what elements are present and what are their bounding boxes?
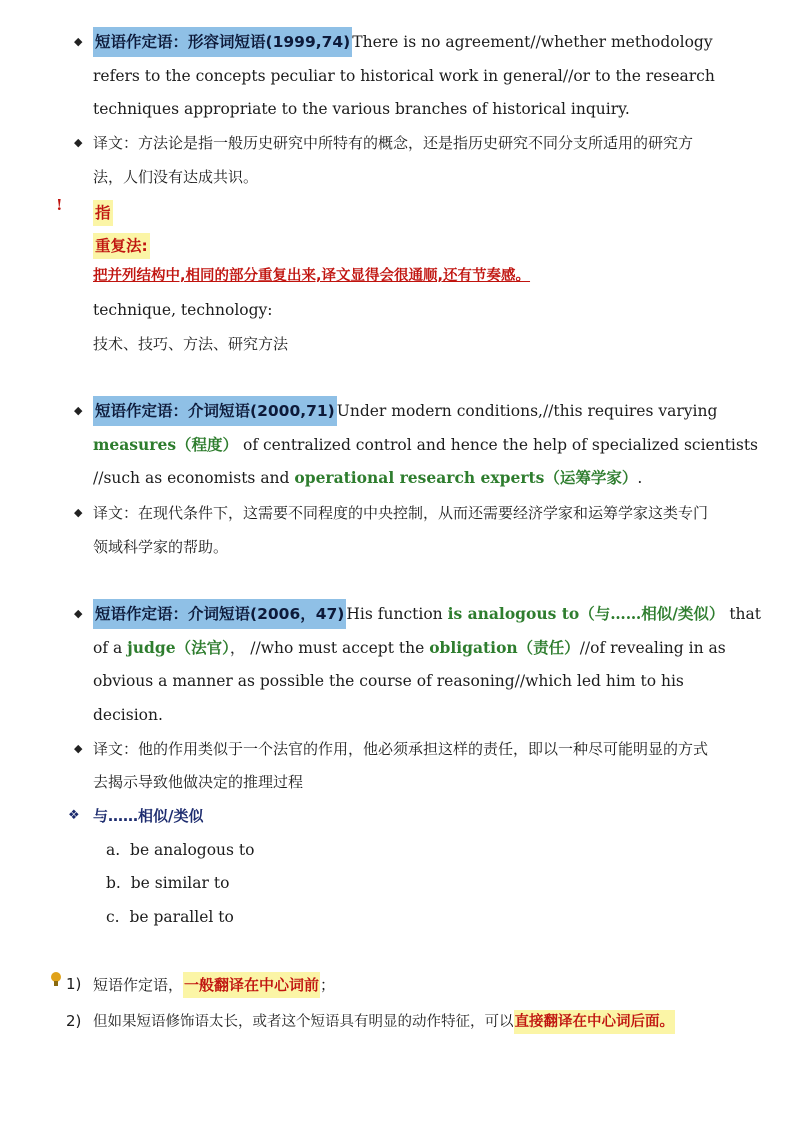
block3-translation-1: 译文：他的作用类似于一个法官的作用，他必须承担这样的责任，即以一种尽可能明显的方式 [93, 740, 709, 758]
block2-tag: 短语作定语：介词短语(2000,71) [93, 396, 337, 426]
rule1-number: 1) [66, 975, 82, 993]
block2-en3b: . [637, 469, 643, 487]
rule2-number: 2) [66, 1012, 82, 1030]
block2-line1 [93, 401, 717, 421]
bullet-icon: ◆ [74, 506, 83, 519]
item-label: c. [106, 908, 120, 926]
block2-en3a: //such as economists and [93, 469, 295, 487]
rule2-highlight: 直接翻译在中心词后面。 [514, 1010, 676, 1034]
term-obligation: obligation（责任） [429, 638, 580, 657]
block1-line2: refers to the concepts peculiar to historical work in general//or to the research [93, 67, 715, 85]
block3-translation-2: 去揭示导致他做决定的推理过程 [93, 773, 304, 791]
block3-en1a: His function [346, 605, 448, 623]
similar-item-c [106, 907, 234, 927]
bullet-icon: ◆ [74, 136, 83, 149]
block3-en2a: of a [93, 639, 128, 657]
block3-en2b: ， //who must accept the [229, 639, 430, 657]
block2-line2 [93, 435, 758, 455]
note-zhi: 指 [93, 200, 113, 226]
block3-line1 [93, 604, 761, 624]
block2-en: Under modern conditions,//this requires varying [336, 402, 718, 420]
similar-title: 与……相似/类似 [93, 807, 204, 825]
block3-en2c: //of revealing in as [579, 639, 726, 657]
term-experts: operational research experts（运筹学家） [294, 468, 638, 487]
block3-line4: decision. [93, 706, 163, 724]
exclamation-icon: ! [56, 196, 63, 214]
item-text: be similar to [130, 874, 230, 892]
block1-translation-1: 译文：方法论是指一般历史研究中所特有的概念，还是指历史研究不同分支所适用的研究方 [93, 134, 694, 152]
block2-translation-2: 领域科学家的帮助。 [93, 538, 229, 556]
method-title: 重复法: [93, 233, 150, 259]
block2-en2: of centralized control and hence the help of specialized scientists [238, 436, 759, 454]
rule1-end: ； [320, 976, 336, 994]
terms-cn: 技术、技巧、方法、研究方法 [93, 335, 289, 353]
block3-tag: 短语作定语：介词短语(2006，47) [93, 599, 346, 629]
block1-translation-2: 法，人们没有达成共识。 [93, 168, 259, 186]
similar-item-a [106, 840, 255, 860]
item-label: a. [106, 841, 121, 859]
rule2-text: 但如果短语修饰语太长，或者这个短语具有明显的动作特征，可以 [93, 1014, 514, 1030]
rule1 [93, 975, 335, 995]
item-text: be parallel to [129, 908, 234, 926]
rule1-text: 短语作定语， [93, 976, 184, 994]
bullet-icon: ◆ [74, 607, 83, 620]
method-desc: 把并列结构中,相同的部分重复出来,译文显得会很通顺,还有节奏感。 [93, 268, 531, 284]
bullet-icon: ◆ [74, 742, 83, 755]
block1-line3: techniques appropriate to the various branches of historical inquiry. [93, 100, 630, 118]
block1-en: There is no agreement//whether methodology [352, 33, 713, 51]
term-analogous: is analogous to（与……相似/类似） [447, 604, 725, 623]
term-judge: judge（法官） [127, 638, 230, 657]
item-text: be analogous to [130, 841, 255, 859]
block3-line2 [93, 638, 726, 658]
block1-tag: 短语作定语：形容词短语(1999,74) [93, 27, 352, 57]
bullet-icon: ◆ [74, 404, 83, 417]
block3-en1b: that [724, 605, 761, 623]
lightbulb-base [54, 981, 58, 986]
block1-line1 [93, 32, 713, 52]
rule2 [93, 1012, 675, 1032]
block3-line3: obvious a manner as possible the course of reasoning//which led him to his [93, 672, 684, 690]
bullet-icon: ◆ [74, 35, 83, 48]
block2-translation-1: 译文：在现代条件下，这需要不同程度的中央控制，从而还需要经济学家和运筹学家这类专门 [93, 504, 709, 522]
terms-en: technique, technology: [93, 301, 273, 319]
diamond-bullet-icon: ❖ [68, 808, 80, 823]
term-measures: measures（程度） [93, 435, 239, 454]
block2-line3 [93, 468, 642, 488]
rule1-highlight: 一般翻译在中心词前 [183, 972, 320, 998]
similar-item-b [106, 873, 229, 893]
item-label: b. [106, 874, 121, 892]
